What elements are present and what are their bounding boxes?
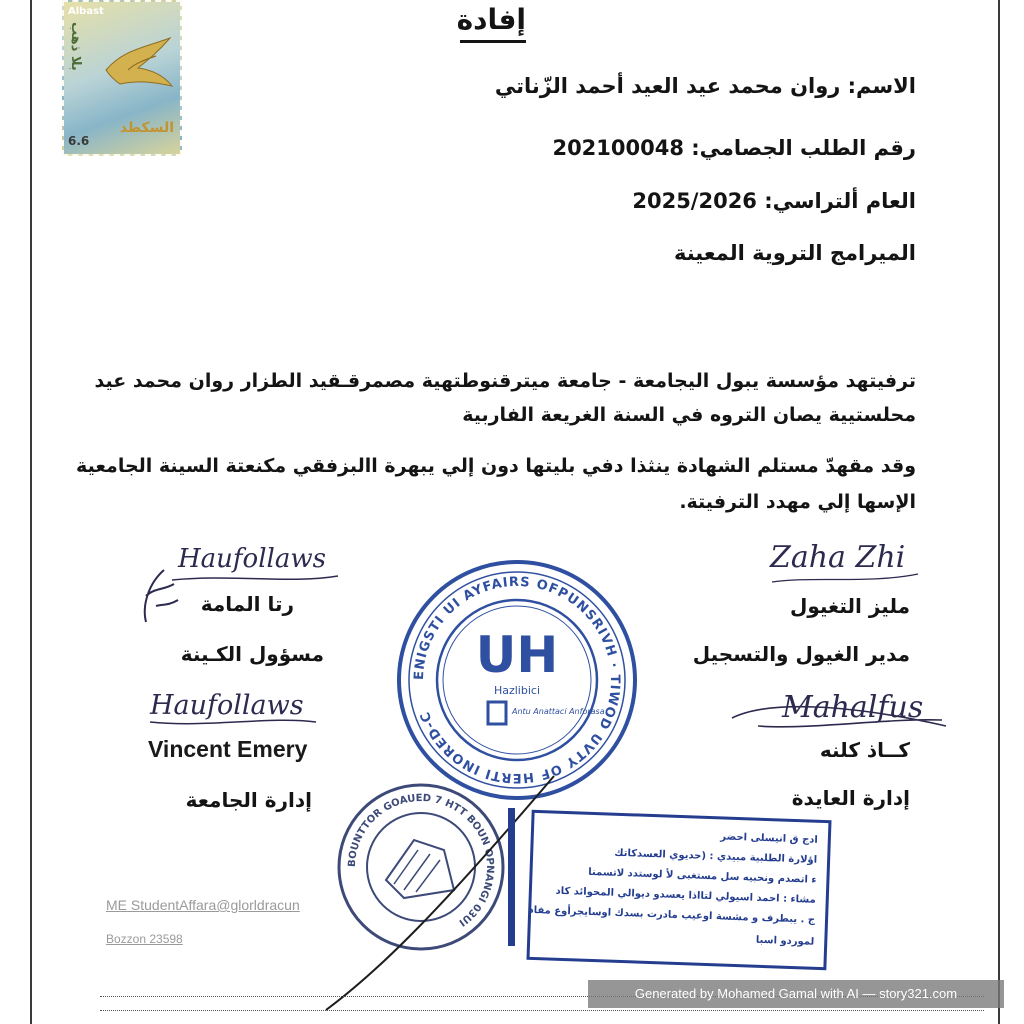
seal-subtitle: Hazlibici: [493, 684, 541, 697]
page-border-right: [998, 0, 1000, 1024]
secondary-seal-ring-text: BOUNTTOR GOAUED 7 HTT BOUN OPNANGI 03UI: [346, 792, 496, 928]
bird-icon: [98, 30, 178, 100]
signature-left-top: Haufollaws: [178, 544, 326, 574]
contact-reference: Bozzon 23598: [106, 932, 183, 946]
signature-underline-right-top: [770, 572, 920, 586]
role-right-3: كــاذ كلنه: [819, 738, 910, 762]
signature-underline-left-mid: [148, 714, 318, 728]
role-left-1: رتا المامة: [200, 592, 294, 616]
page-title: إفادة: [460, 0, 526, 43]
program-line: الميرامج التروية المعينة: [673, 241, 916, 265]
seal-small-text: Antu Anattaci Anforasa: [512, 707, 605, 716]
signature-right-mid: Mahalfus: [782, 690, 924, 725]
student-name-line: الاسم: روان محمد عيد العيد أحمد الزّناتي: [494, 74, 916, 98]
postage-stamp: [62, 0, 182, 156]
seal-letters: UH: [475, 626, 559, 684]
signature-left-mid: Haufollaws: [150, 690, 304, 721]
generated-watermark: Generated by Mohamed Gamal with AI — story321.com: [588, 980, 1004, 1008]
rect-stamp-line-2: اؤلارة الطلبية مبيدي : (حديوي العسدكاتك: [614, 847, 818, 866]
student-id-line: رقم الطلب الجصامي: 202100048: [552, 136, 916, 160]
signatory-name: Vincent Emery: [148, 736, 308, 762]
role-left-2: مسؤول الكـينة: [180, 642, 324, 666]
rect-stamp-line-1: ادج ق انيسلى احضر: [720, 831, 819, 846]
stamp-country: Albast: [68, 6, 104, 17]
initials-mark-icon: [134, 566, 184, 628]
role-right-4: إدارة العايدة: [791, 786, 910, 810]
role-right-1: مليز التغيول: [790, 594, 910, 618]
seal-emblem-icon: [488, 702, 506, 724]
body-line-1: ترفيتهد مؤسسة يبول اليجامعة - جامعة ميترقنوطتهية مصمرقـقيد الطزار روان محمد عيد: [94, 370, 916, 392]
role-left-3: إدارة الجامعة: [185, 788, 312, 812]
rect-stamp-line-3: ء اتصدم ونحبيه سل مستغبى لأ لوستدد لاتسمنا: [588, 866, 817, 886]
blue-marker-bar: [508, 808, 515, 946]
rectangular-stamp: [526, 810, 831, 970]
body-line-2: محلستيية يصان التروه في السنة الغريعة الفاربية: [462, 404, 916, 426]
rect-stamp-line-4: مشاء : احمد اسيولي لتااذا يعسدو ديوالي المحوائد كاد: [555, 885, 816, 906]
academic-year-line: العام ألتراسي: 2025/2026: [632, 189, 916, 213]
stamp-word: السكطد: [119, 120, 174, 136]
footer-fine-print-2: [100, 1010, 984, 1017]
pen-stroke: [320, 770, 560, 1020]
body-line-3: وقد مقهدّ مستلم الشهادة ينثذا دفي بليتها دون إلي يبهرة االبزفقي مكنعتة السينة الجامعية: [76, 455, 916, 477]
body-line-4: الإسها إلي مهدد الترفيتة.: [679, 491, 916, 513]
signature-swoop-right-mid: [728, 696, 950, 736]
stamp-value: 6.6: [68, 134, 90, 148]
signature-right-top: Zaha Zhi: [770, 540, 906, 575]
rect-stamp-line-5: ج . يبطرف و مشسة اوعيب مادرت بسدك اوسايجرأوع مفاد: [528, 904, 816, 926]
stamp-side-text: بلا ذهب: [68, 22, 83, 71]
contact-email[interactable]: ME StudentAffara@glorldracun: [106, 897, 300, 913]
rect-stamp-line-6: لموردو اسبا: [755, 934, 815, 948]
signature-underline-left-top: [170, 572, 340, 584]
role-right-2: مدير الغيول والتسجيل: [692, 642, 910, 666]
page-border-left: [30, 0, 32, 1024]
seal-ring-text: ENIGSTI UI AYFAIRS OFPUNSRIVH · TIWOD UVTY OF HERTI INORED-C: [411, 574, 623, 786]
